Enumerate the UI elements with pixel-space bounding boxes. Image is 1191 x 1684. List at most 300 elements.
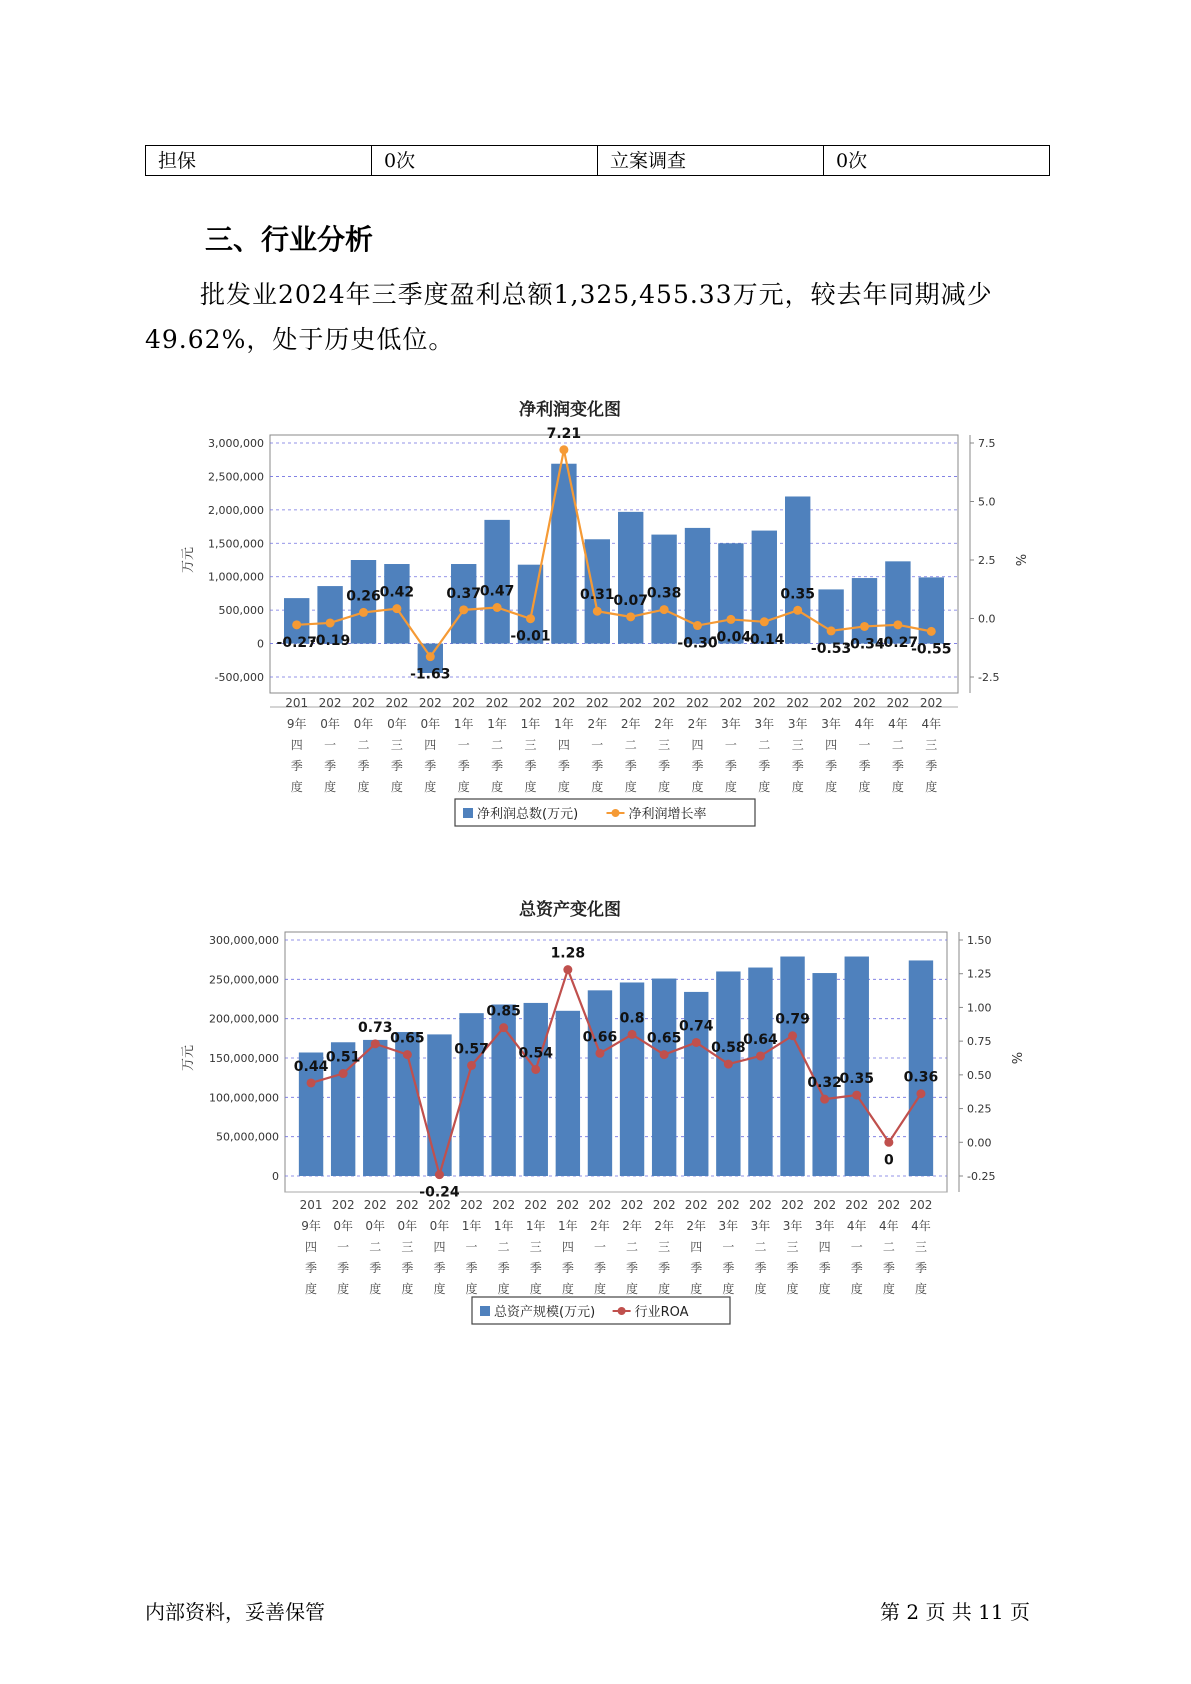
data-label: 0 <box>883 1152 894 1169</box>
y2-tick-label: 0.50 <box>967 1068 992 1082</box>
x-tick-label: 3年 <box>721 717 741 731</box>
x-tick-label: 季 <box>561 1261 574 1275</box>
x-tick-label: 一 <box>593 1240 606 1254</box>
y2-tick-label: 2.5 <box>978 554 996 567</box>
bar <box>845 957 869 1176</box>
x-tick-label: 3年 <box>750 1219 771 1233</box>
series-point <box>459 605 468 614</box>
data-label: 0.42 <box>379 584 415 601</box>
x-tick-label: 度 <box>818 1282 831 1296</box>
x-tick-label: 季 <box>891 759 904 773</box>
x-tick-label: 0年 <box>420 717 441 731</box>
x-tick-label: 度 <box>401 1282 414 1296</box>
x-tick-label: 一 <box>724 738 737 752</box>
x-tick-label: 季 <box>658 1261 671 1275</box>
series-point <box>760 617 769 626</box>
bar <box>484 520 509 644</box>
data-label: 0.26 <box>346 588 381 605</box>
series-point <box>660 605 669 614</box>
data-label: 0.8 <box>619 1010 645 1027</box>
data-label: 0.32 <box>807 1075 842 1092</box>
x-tick-label: 季 <box>491 759 504 773</box>
y-tick-label: 1,500,000 <box>208 537 264 551</box>
x-tick-label: 0年 <box>320 717 340 731</box>
series-point <box>403 1050 412 1059</box>
page-number: 第 2 页 共 11 页 <box>880 1600 1030 1624</box>
bar <box>384 564 409 644</box>
x-tick-label: 度 <box>357 780 370 794</box>
x-tick-label: 季 <box>925 759 938 773</box>
series-point <box>499 1023 508 1032</box>
x-tick-label: 季 <box>754 1261 767 1275</box>
x-tick-label: 四 <box>825 738 838 752</box>
bar <box>556 1011 580 1176</box>
x-tick-label: 202 <box>492 1198 516 1212</box>
y-tick-label: 300,000,000 <box>209 934 279 947</box>
bar <box>427 1034 451 1176</box>
legend-swatch-point <box>618 1307 626 1315</box>
x-tick-label: 度 <box>591 780 604 794</box>
data-label: -0.14 <box>744 631 785 648</box>
data-label: 0.35 <box>780 586 815 603</box>
x-tick-label: 一 <box>722 1240 735 1254</box>
x-tick-label: 三 <box>786 1240 799 1254</box>
x-tick-label: 季 <box>557 759 570 773</box>
series-point <box>392 604 401 613</box>
x-tick-label: 季 <box>850 1261 863 1275</box>
x-tick-label: 2年 <box>587 717 608 731</box>
x-tick-label: 度 <box>524 780 537 794</box>
y-tick-label: 2,500,000 <box>208 470 264 484</box>
series-point <box>563 965 572 974</box>
x-tick-label: 一 <box>457 738 470 752</box>
y-tick-label: 0 <box>272 1170 279 1183</box>
table-cell: 0次 <box>836 150 868 172</box>
bar <box>909 960 933 1176</box>
bar <box>752 531 777 644</box>
data-label: 0.85 <box>486 1003 521 1020</box>
data-label: 0.65 <box>390 1030 425 1047</box>
series-point <box>916 1089 925 1098</box>
y-tick-label: 2,000,000 <box>208 503 264 517</box>
x-tick-label: 1年 <box>520 717 541 731</box>
x-tick-label: 202 <box>684 1198 708 1212</box>
x-tick-label: 202 <box>460 1198 484 1212</box>
x-tick-label: 季 <box>591 759 604 773</box>
data-label: 0.73 <box>357 1019 393 1036</box>
x-tick-label: 度 <box>465 1282 478 1296</box>
series-point <box>626 612 635 621</box>
x-tick-label: 1年 <box>493 1219 514 1233</box>
data-label: 0.79 <box>775 1011 810 1028</box>
series-point <box>467 1061 476 1070</box>
info-table-row <box>145 145 1050 176</box>
series-point <box>426 652 435 661</box>
data-label: 0.37 <box>446 585 481 602</box>
x-tick-label: 2年 <box>620 717 641 731</box>
series-point <box>793 606 802 615</box>
y2-axis-title: % <box>1012 553 1027 567</box>
x-tick-label: 度 <box>690 1282 703 1296</box>
y-tick-label: 50,000,000 <box>216 1130 279 1144</box>
x-tick-label: 0年 <box>387 717 407 731</box>
x-tick-label: 度 <box>825 780 838 794</box>
x-tick-label: 2年 <box>654 1219 674 1233</box>
x-tick-label: 202 <box>752 696 776 710</box>
x-tick-label: 度 <box>858 780 871 794</box>
bar <box>716 971 740 1176</box>
x-tick-label: 二 <box>882 1240 895 1254</box>
series-point <box>531 1065 540 1074</box>
x-tick-label: 202 <box>748 1198 772 1212</box>
x-tick-label: 1年 <box>558 1219 578 1233</box>
x-tick-label: 202 <box>418 696 442 710</box>
x-tick-label: 度 <box>324 780 337 794</box>
x-tick-label: 202 <box>781 1198 805 1212</box>
x-tick-label: 度 <box>457 780 470 794</box>
x-tick-label: 二 <box>369 1240 382 1254</box>
chart-title: 净利润变化图 <box>519 400 621 420</box>
x-tick-label: 3年 <box>718 1219 739 1233</box>
series-point <box>726 615 735 624</box>
x-tick-label: 季 <box>433 1261 446 1275</box>
x-tick-label: 季 <box>305 1261 318 1275</box>
data-label: -0.24 <box>419 1184 460 1201</box>
data-label: -0.01 <box>510 628 551 645</box>
series-point <box>820 1095 829 1104</box>
data-label: -0.04 <box>710 629 752 646</box>
data-label: -0.53 <box>810 640 852 657</box>
data-label: 7.21 <box>546 425 582 442</box>
x-tick-label: 季 <box>593 1261 606 1275</box>
x-tick-label: 三 <box>401 1240 414 1254</box>
legend-swatch-bar <box>463 808 473 818</box>
series-point <box>326 618 335 627</box>
x-tick-label: 202 <box>716 1198 740 1212</box>
x-tick-label: 度 <box>561 1282 574 1296</box>
x-tick-label: 1年 <box>525 1219 546 1233</box>
data-label: 0.07 <box>613 592 648 609</box>
x-tick-label: 4年 <box>846 1219 867 1233</box>
x-tick-label: 202 <box>395 1198 419 1212</box>
x-tick-label: 2年 <box>654 717 674 731</box>
x-tick-label: 季 <box>724 759 737 773</box>
x-tick-label: 202 <box>652 696 676 710</box>
x-tick-label: 二 <box>758 738 771 752</box>
x-tick-label: 度 <box>850 1282 863 1296</box>
y2-tick-label: 0.25 <box>967 1102 992 1116</box>
x-tick-label: 三 <box>658 738 671 752</box>
x-tick-label: 202 <box>588 1198 612 1212</box>
bar <box>451 564 476 644</box>
data-label: -0.55 <box>911 641 952 658</box>
x-tick-label: 度 <box>491 780 504 794</box>
data-label: 0.66 <box>582 1029 618 1046</box>
data-label: 0.35 <box>839 1071 875 1088</box>
data-label: 0.54 <box>518 1045 554 1062</box>
x-tick-label: 202 <box>331 1198 355 1212</box>
series-point <box>493 603 502 612</box>
x-tick-label: 一 <box>465 1240 478 1254</box>
x-tick-label: 季 <box>424 759 437 773</box>
table-cell: 0次 <box>372 146 598 175</box>
x-tick-label: 度 <box>390 780 403 794</box>
bar <box>652 979 676 1176</box>
x-tick-label: 3年 <box>814 1219 835 1233</box>
body-paragraph: 批发业2024年三季度盈利总额1,325,455.33万元，较去年同期减少49.62%，处于历史低位。 <box>145 280 993 354</box>
x-tick-label: 2年 <box>590 1219 610 1233</box>
bar <box>588 990 612 1176</box>
x-tick-label: 度 <box>722 1282 735 1296</box>
data-label: 0.51 <box>325 1049 361 1066</box>
x-tick-label: 9年 <box>301 1219 321 1233</box>
y-tick-label: 100,000,000 <box>209 1091 279 1105</box>
x-tick-label: 度 <box>691 780 704 794</box>
series-point <box>756 1051 765 1060</box>
y-tick-label: -500,000 <box>214 671 264 684</box>
table-cell: 担保 <box>146 146 372 175</box>
x-tick-label: 0年 <box>397 1219 418 1233</box>
series-point <box>339 1069 348 1078</box>
x-tick-label: 季 <box>337 1261 350 1275</box>
series-point <box>692 1038 701 1047</box>
x-tick-label: 202 <box>813 1198 837 1212</box>
x-tick-label: 202 <box>318 696 342 710</box>
data-label: 0.47 <box>479 583 515 600</box>
series-point <box>693 621 702 630</box>
series-point <box>724 1060 733 1069</box>
x-tick-label: 三 <box>791 738 804 752</box>
x-tick-label: 3年 <box>754 717 775 731</box>
x-tick-label: 度 <box>305 1282 318 1296</box>
x-tick-label: 季 <box>401 1261 414 1275</box>
x-tick-label: 四 <box>561 1240 574 1254</box>
data-label: 0.31 <box>580 587 615 604</box>
y-tick-label: 3,000,000 <box>208 437 264 450</box>
series-point <box>359 608 368 617</box>
x-tick-label: 一 <box>324 738 337 752</box>
chart-title: 总资产变化图 <box>519 900 621 920</box>
x-tick-label: 季 <box>626 1261 639 1275</box>
x-tick-label: 季 <box>758 759 771 773</box>
y-tick-label: 250,000,000 <box>209 973 279 987</box>
chart-svg <box>170 893 1050 1343</box>
x-tick-label: 度 <box>658 1282 671 1296</box>
x-tick-label: 季 <box>658 759 671 773</box>
y-tick-label: 200,000,000 <box>209 1012 279 1026</box>
table-cell: 立案调查 <box>598 146 824 175</box>
data-label: 0.44 <box>293 1058 329 1075</box>
x-tick-label: 四 <box>690 1240 703 1254</box>
x-tick-label: 度 <box>369 1282 382 1296</box>
footer-note: 内部资料，妥善保管 <box>145 1600 325 1624</box>
data-label: 0.38 <box>646 585 682 602</box>
x-tick-label: 度 <box>791 780 804 794</box>
y-tick-label: 0 <box>257 637 264 651</box>
x-tick-label: 四 <box>691 738 704 752</box>
bar <box>852 578 877 644</box>
x-tick-label: 0年 <box>429 1219 450 1233</box>
x-tick-label: 季 <box>369 1261 382 1275</box>
section-heading: 三、行业分析 <box>205 223 374 256</box>
x-tick-label: 三 <box>925 738 938 752</box>
x-tick-label: 三 <box>524 738 537 752</box>
x-tick-label: 度 <box>337 1282 350 1296</box>
x-tick-label: 3年 <box>821 717 841 731</box>
x-tick-label: 2年 <box>622 1219 642 1233</box>
series-point <box>788 1031 797 1040</box>
data-label: 0.57 <box>454 1041 489 1058</box>
data-label: 0.64 <box>743 1031 778 1048</box>
y2-axis-title: % <box>1008 1051 1023 1065</box>
data-label: -0.27 <box>877 634 919 651</box>
x-tick-label: 9年 <box>286 717 307 731</box>
data-label: -0.19 <box>309 632 351 649</box>
legend-label: 总资产规模(万元) <box>494 1305 596 1320</box>
x-tick-label: 一 <box>337 1240 350 1254</box>
series-point <box>292 620 301 629</box>
data-label: -0.30 <box>677 635 718 652</box>
series-point <box>435 1170 444 1179</box>
y2-tick-label: -0.25 <box>967 1170 996 1183</box>
x-tick-label: 4年 <box>854 717 875 731</box>
bar <box>785 496 810 643</box>
x-tick-label: 度 <box>290 780 303 794</box>
x-tick-label: 度 <box>754 1282 767 1296</box>
x-tick-label: 季 <box>791 759 804 773</box>
series-point <box>526 614 535 623</box>
x-tick-label: 四 <box>433 1240 446 1254</box>
y2-tick-label: 0.00 <box>967 1136 992 1150</box>
x-tick-label: 季 <box>786 1261 799 1275</box>
bar <box>885 561 910 643</box>
x-tick-label: 202 <box>786 696 810 710</box>
x-tick-label: 202 <box>853 696 876 710</box>
x-tick-label: 202 <box>877 1198 901 1212</box>
x-tick-label: 一 <box>858 738 871 752</box>
y-tick-label: 1,000,000 <box>208 570 264 584</box>
data-label: 0.36 <box>903 1069 939 1086</box>
x-tick-label: 度 <box>497 1282 510 1296</box>
y-axis-title: 万元 <box>181 1044 196 1072</box>
y2-tick-label: 7.5 <box>978 437 996 450</box>
x-tick-label: 季 <box>524 759 537 773</box>
x-tick-label: 季 <box>691 759 704 773</box>
x-tick-label: 202 <box>719 696 743 710</box>
x-tick-label: 季 <box>324 759 337 773</box>
x-tick-label: 二 <box>626 1240 639 1254</box>
x-tick-label: 三 <box>390 738 403 752</box>
series-point <box>884 1138 893 1147</box>
x-tick-label: 二 <box>891 738 904 752</box>
x-tick-label: 202 <box>552 696 576 710</box>
x-tick-label: 一 <box>591 738 604 752</box>
x-tick-label: 季 <box>457 759 470 773</box>
x-tick-label: 202 <box>556 1198 580 1212</box>
legend <box>455 799 755 826</box>
x-tick-label: 202 <box>585 696 609 710</box>
x-tick-label: 度 <box>758 780 771 794</box>
series-point <box>595 1049 604 1058</box>
x-tick-label: 202 <box>385 696 409 710</box>
bar <box>363 1040 387 1176</box>
x-tick-label: 1年 <box>461 1219 482 1233</box>
x-tick-label: 度 <box>882 1282 895 1296</box>
x-tick-label: 一 <box>850 1240 863 1254</box>
x-tick-label: 4年 <box>879 1219 899 1233</box>
x-tick-label: 202 <box>452 696 476 710</box>
data-label: -1.63 <box>410 666 451 683</box>
x-tick-label: 202 <box>352 696 375 710</box>
data-label: 0.58 <box>711 1040 746 1057</box>
series-point <box>371 1039 380 1048</box>
x-tick-label: 201 <box>285 696 309 710</box>
series-point <box>660 1050 669 1059</box>
x-tick-label: 季 <box>390 759 403 773</box>
legend-swatch-point <box>612 809 620 817</box>
x-tick-label: 202 <box>686 696 709 710</box>
x-tick-label: 度 <box>593 1282 606 1296</box>
x-tick-label: 季 <box>914 1261 927 1275</box>
series-point <box>628 1030 637 1039</box>
series-point <box>827 626 836 635</box>
x-tick-label: 4年 <box>911 1219 931 1233</box>
y-axis-title: 万元 <box>181 546 196 574</box>
x-tick-label: 度 <box>626 1282 639 1296</box>
x-tick-label: 4年 <box>888 717 908 731</box>
x-tick-label: 202 <box>919 696 943 710</box>
x-tick-label: 度 <box>424 780 437 794</box>
series-point <box>559 445 568 454</box>
x-tick-label: 202 <box>909 1198 933 1212</box>
x-tick-label: 二 <box>624 738 637 752</box>
x-tick-label: 3年 <box>787 717 808 731</box>
x-tick-label: 四 <box>557 738 570 752</box>
x-tick-label: 二 <box>491 738 504 752</box>
bar <box>780 957 804 1176</box>
x-tick-label: 四 <box>290 738 303 752</box>
x-tick-label: 季 <box>465 1261 478 1275</box>
x-tick-label: 0年 <box>353 717 374 731</box>
x-tick-label: 二 <box>754 1240 767 1254</box>
data-label: 1.28 <box>550 945 586 962</box>
y2-tick-label: -2.5 <box>978 671 1000 684</box>
data-label: -0.27 <box>276 634 317 651</box>
total-assets-chart <box>170 893 1050 1343</box>
x-tick-label: 度 <box>529 1282 542 1296</box>
bar <box>524 1003 548 1176</box>
x-tick-label: 四 <box>424 738 437 752</box>
bar <box>748 968 772 1176</box>
legend-swatch-bar <box>480 1306 490 1316</box>
x-tick-label: 0年 <box>333 1219 353 1233</box>
y2-tick-label: 1.50 <box>967 934 992 947</box>
x-tick-label: 度 <box>925 780 938 794</box>
x-tick-label: 2年 <box>687 717 708 731</box>
y2-tick-label: 0.0 <box>978 612 996 626</box>
x-tick-label: 季 <box>624 759 637 773</box>
x-tick-label: 3年 <box>782 1219 803 1233</box>
x-tick-label: 三 <box>658 1240 671 1254</box>
x-tick-label: 201 <box>299 1198 323 1212</box>
x-tick-label: 0年 <box>365 1219 386 1233</box>
x-tick-label: 202 <box>620 1198 644 1212</box>
net-profit-chart <box>170 395 1050 845</box>
x-tick-label: 季 <box>722 1261 735 1275</box>
x-tick-label: 季 <box>290 759 303 773</box>
x-tick-label: 季 <box>497 1261 510 1275</box>
x-tick-label: 季 <box>882 1261 895 1275</box>
